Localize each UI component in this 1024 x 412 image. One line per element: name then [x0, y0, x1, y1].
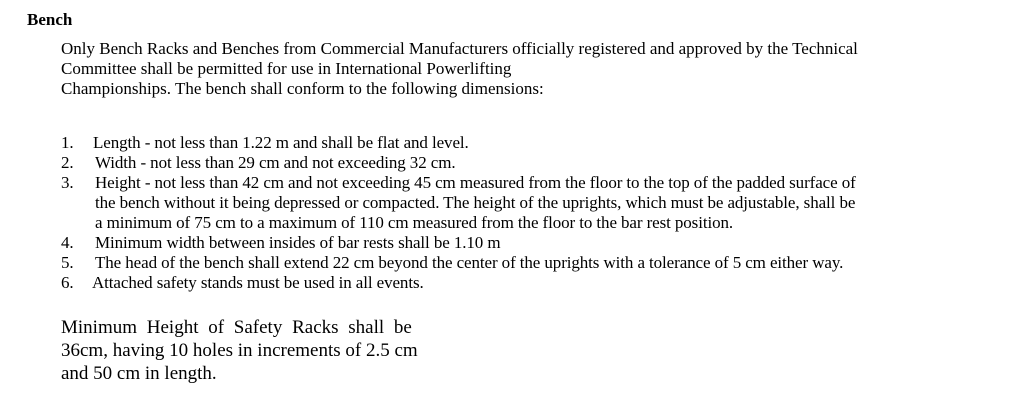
list-item-text: Length - not less than 1.22 m and shall be flat and level.	[93, 133, 469, 152]
list-item-number: 3.	[61, 173, 74, 192]
note-line: 36cm, having 10 holes in increments of 2.5 cm	[61, 340, 418, 361]
list-item	[61, 233, 856, 253]
list-item	[61, 253, 856, 273]
list-item-number: 5.	[61, 253, 74, 272]
list-item-number: 1.	[61, 133, 74, 152]
intro-paragraph	[61, 39, 858, 99]
list-item	[61, 153, 856, 173]
note-line: Minimum Height of Safety Racks shall be	[61, 317, 412, 338]
intro-line: Championships. The bench shall conform to the following dimensions:	[61, 79, 544, 98]
list-item-text: Attached safety stands must be used in all events.	[92, 273, 424, 292]
list-item-text: Height - not less than 42 cm and not exceeding 45 cm measured from the floor to the top of the padded surface of	[95, 173, 856, 192]
list-item-text: a minimum of 75 cm to a maximum of 110 cm measured from the floor to the bar rest position.	[95, 213, 734, 232]
note-line: and 50 cm in length.	[61, 363, 217, 384]
list-item	[61, 133, 856, 153]
list-item	[61, 273, 856, 293]
intro-line: Committee shall be permitted for use in International Powerlifting	[61, 59, 512, 78]
list-item-text: Width - not less than 29 cm and not exceeding 32 cm.	[95, 153, 456, 172]
list-item-number: 2.	[61, 153, 74, 172]
section-heading: Bench	[27, 10, 73, 29]
list-item-text: the bench without it being depressed or compacted. The height of the uprights, which must be adjustable, shall be	[95, 193, 856, 212]
list-item	[61, 173, 856, 233]
list-item-text: The head of the bench shall extend 22 cm beyond the center of the uprights with a tolerance of 5 cm either way.	[95, 253, 844, 272]
list-item-number: 4.	[61, 233, 74, 252]
list-item-number: 6.	[61, 273, 74, 292]
list-item-text: Minimum width between insides of bar rests shall be 1.10 m	[95, 233, 501, 252]
dimensions-list	[61, 133, 856, 293]
intro-line: Only Bench Racks and Benches from Commercial Manufacturers officially registered and approved by the Technical	[61, 39, 858, 58]
safety-racks-note	[61, 316, 418, 385]
